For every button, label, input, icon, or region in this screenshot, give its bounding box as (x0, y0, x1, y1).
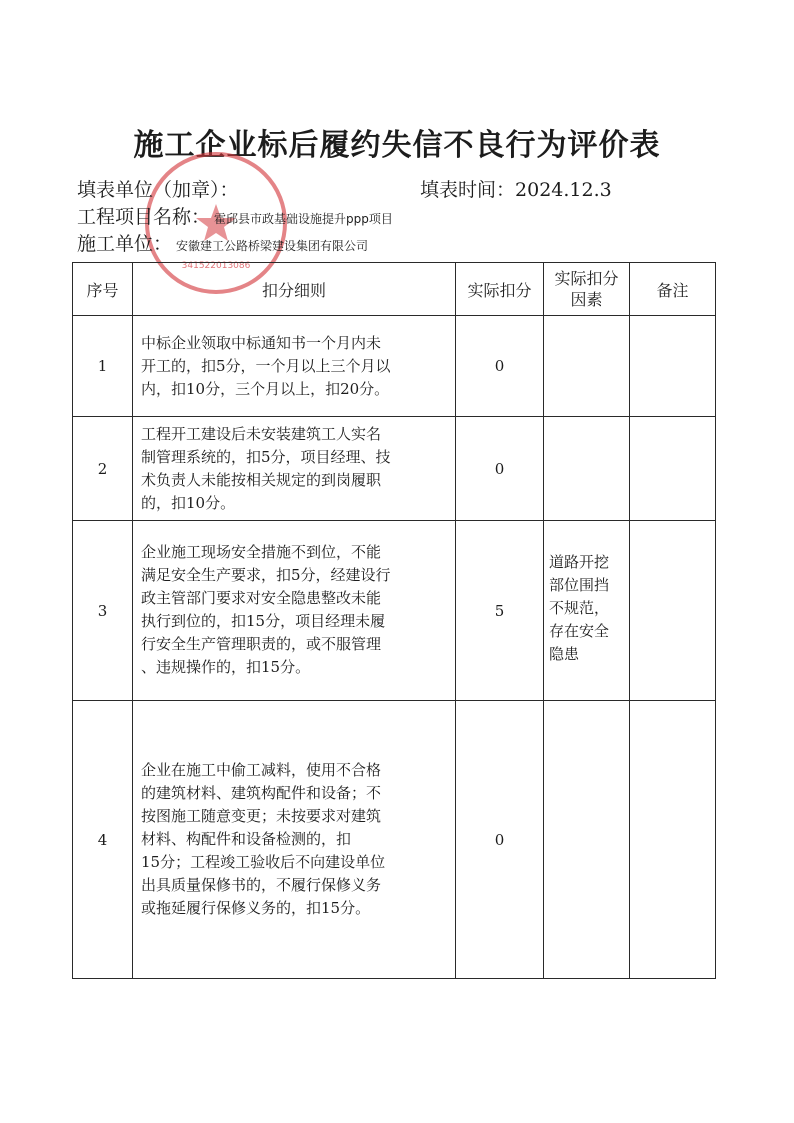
seal-digits: 341522013086 (181, 261, 251, 271)
row-rule (133, 701, 456, 979)
rule-line: 按图施工随意变更；未按要求对建筑 (141, 807, 382, 825)
page-title: 施工企业标后履约失信不良行为评价表 (133, 128, 661, 163)
rule-line: 政主管部门要求对安全隐患整改未能 (141, 589, 382, 607)
factor-line: 存在安全 (549, 622, 610, 640)
fill-unit-label: 填表单位（加章）： (77, 179, 239, 201)
header-rules: 扣分细则 (133, 263, 456, 316)
rule-line: 制管理系统的，扣5分，项目经理、技 (141, 448, 391, 466)
rule-line: 出具质量保修书的，不履行保修义务 (141, 876, 382, 894)
row-remark (630, 417, 716, 521)
table-row (73, 701, 716, 979)
row-number: 1 (73, 316, 133, 417)
rule-line: 行安全生产管理职责的，或不服管理 (141, 635, 382, 653)
rule-line: 的，扣10分。 (141, 494, 236, 512)
table-row (73, 417, 716, 521)
row-factor (544, 417, 630, 521)
contractor-line (77, 229, 368, 256)
project-name-value: 霍邱县市政基础设施提升ppp项目 (214, 212, 393, 226)
row-rule (133, 417, 456, 521)
factor-line: 部位围挡 (549, 576, 610, 594)
header-factor-text: 实际扣分因素 (554, 269, 619, 309)
rule-line: 或拖延履行保修义务的，扣15分。 (141, 899, 371, 917)
rule-line: 内，扣10分，三个月以上，扣20分。 (141, 380, 390, 398)
project-name-label: 工程项目名称： (77, 206, 211, 228)
row-rule (133, 316, 456, 417)
row-rule (133, 521, 456, 701)
factor-line: 道路开挖 (549, 553, 610, 571)
row-remark (630, 521, 716, 701)
row-deduction: 0 (456, 417, 544, 521)
project-name-line (77, 202, 393, 229)
row-number: 2 (73, 417, 133, 521)
rule-line: 企业施工现场安全措施不到位，不能 (141, 543, 382, 561)
row-number: 3 (73, 521, 133, 701)
rule-line: 满足安全生产要求，扣5分，经建设行 (141, 566, 391, 584)
factor-line: 隐患 (549, 645, 580, 663)
row-deduction: 0 (456, 701, 544, 979)
table-row (73, 316, 716, 417)
rule-line: 、违规操作的，扣15分。 (141, 658, 311, 676)
rule-line: 术负责人未能按相关规定的到岗履职 (141, 471, 382, 489)
fill-time-label: 填表时间： (420, 179, 516, 201)
rule-line: 的建筑材料、建筑构配件和设备；不 (141, 784, 382, 802)
row-factor (544, 701, 630, 979)
rule-line: 15分；工程竣工验收后不向建设单位 (141, 853, 386, 871)
rule-line: 中标企业领取中标通知书一个月内未 (141, 334, 382, 352)
header-factor (544, 263, 630, 316)
evaluation-table (72, 262, 716, 979)
rule-line: 开工的，扣5分，一个月以上三个月以 (141, 357, 391, 375)
row-remark (630, 316, 716, 417)
fill-time-line (420, 175, 612, 202)
table-row (73, 521, 716, 701)
contractor-label: 施工单位： (77, 233, 173, 255)
row-factor (544, 316, 630, 417)
row-deduction: 0 (456, 316, 544, 417)
header-no: 序号 (73, 263, 133, 316)
rule-line: 工程开工建设后未安装建筑工人实名 (141, 425, 382, 443)
rule-line: 企业在施工中偷工减料，使用不合格 (141, 761, 382, 779)
fill-time-value: 2024.12.3 (515, 179, 612, 201)
rule-line: 材料、构配件和设备检测的，扣 (141, 830, 352, 848)
row-remark (630, 701, 716, 979)
rule-line: 执行到位的，扣15分，项目经理未履 (141, 612, 386, 630)
header-remark: 备注 (630, 263, 716, 316)
row-deduction: 5 (456, 521, 544, 701)
row-number: 4 (73, 701, 133, 979)
row-factor (544, 521, 630, 701)
factor-line: 不规范， (549, 599, 610, 617)
contractor-value: 安徽建工公路桥梁建设集团有限公司 (176, 239, 369, 253)
header-deduction: 实际扣分 (456, 263, 544, 316)
table-header-row (73, 263, 716, 316)
fill-unit-line (77, 175, 239, 202)
